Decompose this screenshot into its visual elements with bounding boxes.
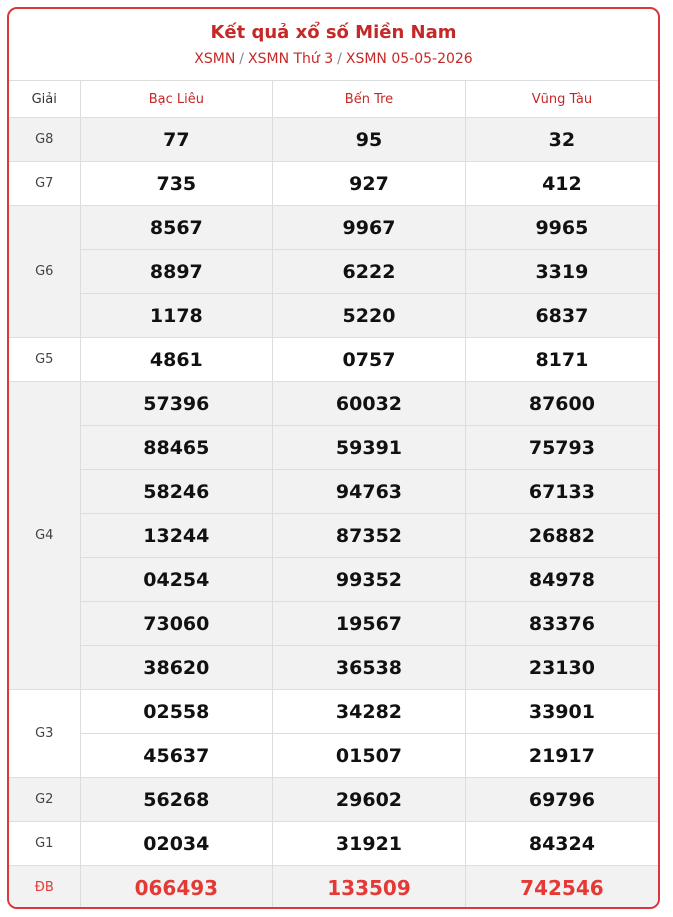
prize-number: 57396 xyxy=(80,382,273,426)
prize-number: 742546 xyxy=(465,866,658,910)
prize-number: 13244 xyxy=(80,514,273,558)
prize-number: 8897 xyxy=(80,250,273,294)
breadcrumb-link-xsmn-date[interactable]: XSMN 05-05-2026 xyxy=(345,51,473,67)
page-title: Kết quả xổ số Miền Nam xyxy=(210,22,457,43)
table-row xyxy=(9,778,658,822)
prize-number: 412 xyxy=(465,162,658,206)
table-row xyxy=(9,338,658,382)
prize-number: 1178 xyxy=(80,294,273,338)
prize-number: 5220 xyxy=(273,294,466,338)
breadcrumb-link-xsmn[interactable]: XSMN xyxy=(194,51,236,67)
prize-number: 9967 xyxy=(273,206,466,250)
prize-number: 31921 xyxy=(273,822,466,866)
table-row xyxy=(9,646,658,690)
prize-number: 88465 xyxy=(80,426,273,470)
prize-number: 84324 xyxy=(465,822,658,866)
prize-label: ĐB xyxy=(9,866,80,910)
prize-number: 77 xyxy=(80,118,273,162)
prize-number: 34282 xyxy=(273,690,466,734)
prize-number: 9965 xyxy=(465,206,658,250)
prize-number: 87600 xyxy=(465,382,658,426)
prize-label: G3 xyxy=(9,690,80,778)
prize-label: G5 xyxy=(9,338,80,382)
table-header-row xyxy=(9,81,658,118)
table-row xyxy=(9,382,658,426)
prize-number: 23130 xyxy=(465,646,658,690)
prize-number: 32 xyxy=(465,118,658,162)
prize-number: 6837 xyxy=(465,294,658,338)
province-header-ben-tre: Bến Tre xyxy=(273,81,466,118)
prize-number: 87352 xyxy=(273,514,466,558)
prize-number: 83376 xyxy=(465,602,658,646)
prize-number: 6222 xyxy=(273,250,466,294)
prize-label: G7 xyxy=(9,162,80,206)
prize-number: 133509 xyxy=(273,866,466,910)
table-row xyxy=(9,690,658,734)
prize-label: G1 xyxy=(9,822,80,866)
prize-number: 58246 xyxy=(80,470,273,514)
prize-number: 99352 xyxy=(273,558,466,602)
table-row xyxy=(9,734,658,778)
prize-number: 3319 xyxy=(465,250,658,294)
prize-number: 066493 xyxy=(80,866,273,910)
results-header xyxy=(9,9,658,80)
prize-number: 04254 xyxy=(80,558,273,602)
table-row xyxy=(9,470,658,514)
province-header-bac-lieu: Bạc Liêu xyxy=(80,81,273,118)
table-row xyxy=(9,602,658,646)
table-row xyxy=(9,822,658,866)
prize-number: 8567 xyxy=(80,206,273,250)
prize-number: 19567 xyxy=(273,602,466,646)
prize-number: 94763 xyxy=(273,470,466,514)
prize-number: 21917 xyxy=(465,734,658,778)
prize-label: G4 xyxy=(9,382,80,690)
table-row xyxy=(9,426,658,470)
table-row xyxy=(9,558,658,602)
prize-number: 8171 xyxy=(465,338,658,382)
prize-label: G8 xyxy=(9,118,80,162)
prize-number: 01507 xyxy=(273,734,466,778)
prize-number: 0757 xyxy=(273,338,466,382)
table-row xyxy=(9,294,658,338)
province-header-vung-tau: Vũng Tàu xyxy=(465,81,658,118)
prize-number: 26882 xyxy=(465,514,658,558)
prize-number: 33901 xyxy=(465,690,658,734)
results-card xyxy=(7,7,660,909)
prize-number: 02558 xyxy=(80,690,273,734)
prize-number: 56268 xyxy=(80,778,273,822)
prize-label: G2 xyxy=(9,778,80,822)
prize-number: 02034 xyxy=(80,822,273,866)
prize-number: 29602 xyxy=(273,778,466,822)
table-row xyxy=(9,118,658,162)
prize-number: 36538 xyxy=(273,646,466,690)
table-row xyxy=(9,206,658,250)
breadcrumb xyxy=(9,49,658,69)
prize-column-header: Giải xyxy=(9,81,80,118)
prize-label: G6 xyxy=(9,206,80,338)
prize-number: 95 xyxy=(273,118,466,162)
prize-number: 59391 xyxy=(273,426,466,470)
breadcrumb-separator: / xyxy=(337,51,342,67)
breadcrumb-link-xsmn-thu-3[interactable]: XSMN Thứ 3 xyxy=(248,51,334,67)
prize-number: 4861 xyxy=(80,338,273,382)
results-table xyxy=(9,80,658,909)
prize-number: 67133 xyxy=(465,470,658,514)
prize-number: 60032 xyxy=(273,382,466,426)
prize-number: 45637 xyxy=(80,734,273,778)
prize-number: 75793 xyxy=(465,426,658,470)
prize-number: 38620 xyxy=(80,646,273,690)
prize-number: 73060 xyxy=(80,602,273,646)
table-row xyxy=(9,162,658,206)
table-row xyxy=(9,250,658,294)
prize-number: 69796 xyxy=(465,778,658,822)
breadcrumb-separator: / xyxy=(239,51,245,67)
prize-number: 927 xyxy=(273,162,466,206)
prize-number: 735 xyxy=(80,162,273,206)
prize-number: 84978 xyxy=(465,558,658,602)
table-row xyxy=(9,866,658,910)
table-row xyxy=(9,514,658,558)
results-body xyxy=(9,118,658,910)
